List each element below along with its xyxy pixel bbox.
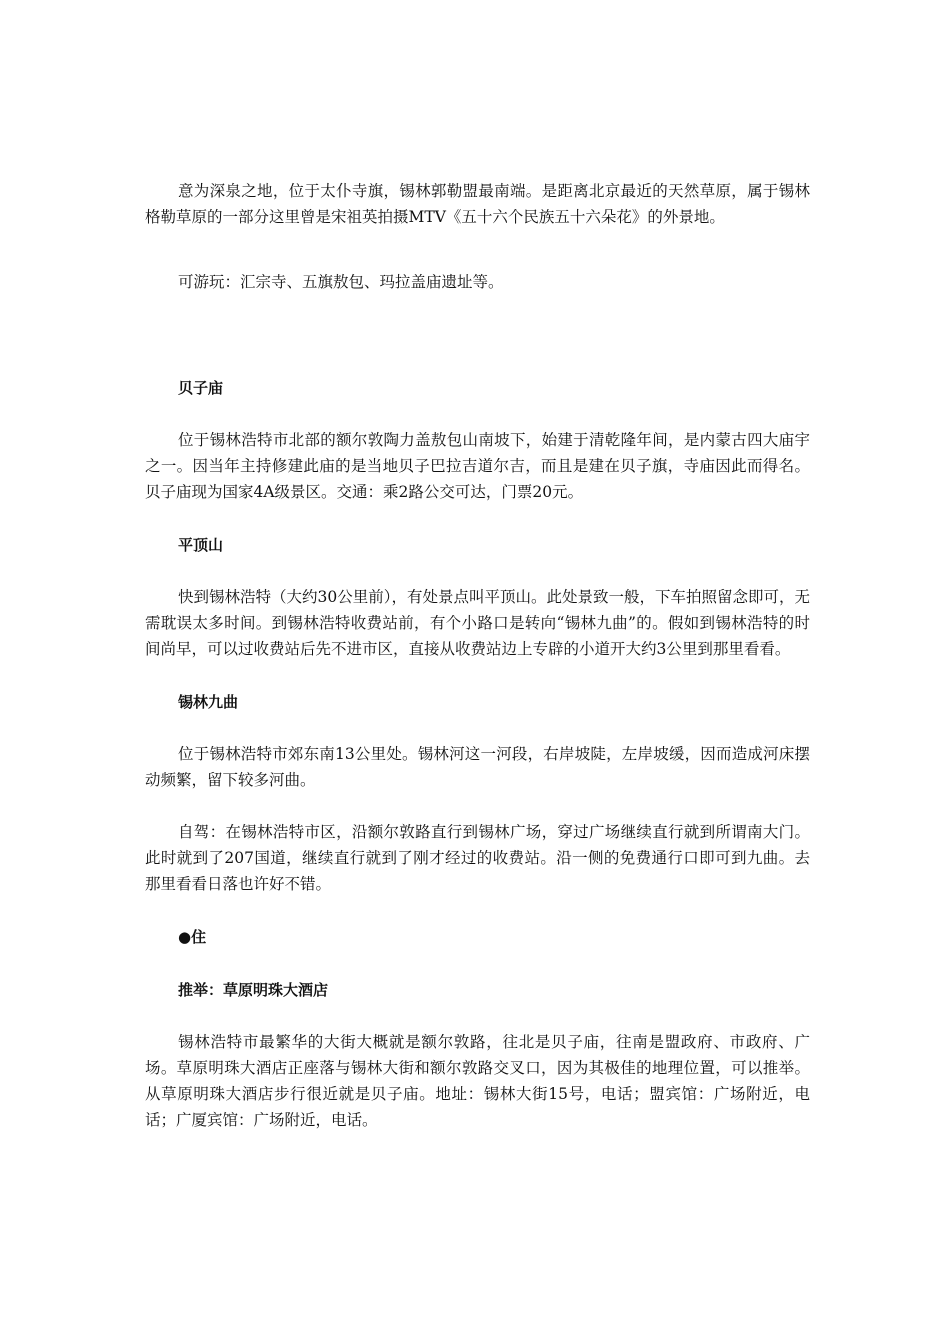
section-title-beizimiao: 贝子庙 [178,379,224,397]
beizimiao-paragraph: 位于锡林浩特市北部的额尔敦陶力盖敖包山南坡下，始建于清乾隆年间，是内蒙古四大庙宇之一。因当年主持修建此庙的是当地贝子巴拉吉道尔吉，而且是建在贝子旗，寺庙因此而得名。贝子庙现为国家4A级景区。交通：乘2路公交可达，门票20元。 [145,431,810,501]
section-title-pingdingshan: 平顶山 [178,536,224,554]
document-body [145,178,810,1133]
recommend-paragraph: 锡林浩特市最繁华的大街大概就是额尔敦路，往北是贝子庙，往南是盟政府、市政府、广场。草原明珠大酒店正座落与锡林大街和额尔敦路交叉口，因为其极佳的地理位置，可以推举。从草原明珠大酒店步行很近就是贝子庙。地址：锡林大街15号，电话；盟宾馆：广场附近，电话；广厦宾馆：广场附近，电话。 [145,1033,810,1129]
xilinjiuqu-paragraph-1: 位于锡林浩特市郊东南13公里处。锡林河这一河段，右岸坡陡，左岸坡缓，因而造成河床摆动频繁，留下较多河曲。 [145,745,810,789]
intro-paragraph-1: 意为深泉之地，位于太仆寺旗，锡林郭勒盟最南端。是距离北京最近的天然草原，属于锡林格勒草原的一部分这里曾是宋祖英拍摄MTV《五十六个民族五十六朵花》的外景地。 [145,182,810,226]
pingdingshan-paragraph: 快到锡林浩特（大约30公里前），有处景点叫平顶山。此处景致一般，下车拍照留念即可，无需耽误太多时间。到锡林浩特收费站前，有个小路口是转向“锡林九曲”的。假如到锡林浩特的时间尚早，可以过收费站后先不进市区，直接从收费站边上专辟的小道开大约3公里到那里看看。 [145,588,810,658]
intro-paragraph-2: 可游玩：汇宗寺、五旗敖包、玛拉盖庙遗址等。 [178,273,504,291]
section-title-recommend: 推举：草原明珠大酒店 [178,981,329,999]
section-title-xilinjiuqu: 锡林九曲 [178,693,239,711]
xilinjiuqu-paragraph-2: 自驾：在锡林浩特市区，沿额尔敦路直行到锡林广场，穿过广场继续直行就到所谓南大门。此时就到了207国道，继续直行就到了刚才经过的收费站。沿一侧的免费通行口即可到九曲。去那里看看日落也许好不错。 [145,823,810,893]
section-title-stay: ●住 [178,928,207,946]
